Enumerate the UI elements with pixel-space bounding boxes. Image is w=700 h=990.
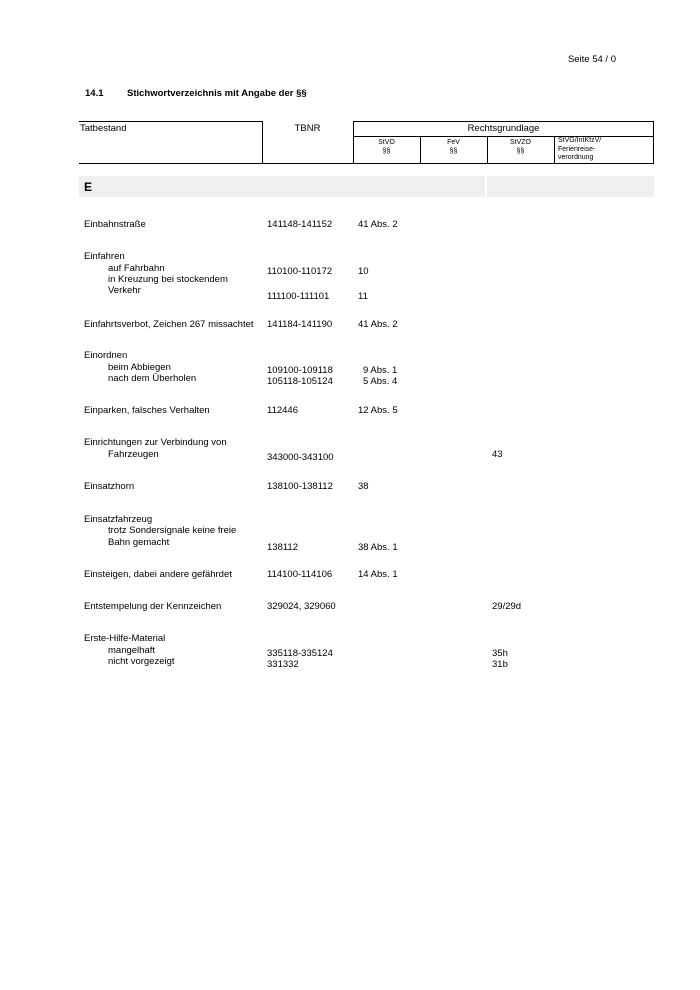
entry-tbnr: 109100-109118 [267, 365, 333, 376]
header-fev-label: FeV [447, 139, 460, 146]
entry-stvo: 38 Abs. 1 [358, 542, 398, 553]
header-divider-stvg [554, 136, 555, 164]
entry-stvo: 9 Abs. 1 [363, 365, 398, 376]
entry-subterm: nach dem Überholen [108, 373, 197, 384]
entry-stvzo: 43 [492, 449, 503, 460]
entry-subterm: Fahrzeugen [108, 449, 159, 460]
entry-term: Einfahrtsverbot, Zeichen 267 missachtet [84, 319, 254, 330]
entry-stvo: 5 Abs. 4 [363, 376, 398, 387]
entry-stvzo: 29/29d [492, 601, 522, 612]
entry-subterm: in Kreuzung bei stockendem [108, 274, 228, 285]
entry-term: Einsatzfahrzeug [84, 514, 153, 525]
entry-term: Einbahnstraße [84, 219, 146, 230]
page-number: Seite 54 / 0 [567, 54, 616, 65]
entry-subterm: Bahn gemacht [108, 537, 170, 548]
header-stvzo [487, 138, 554, 156]
table-header [79, 121, 654, 164]
entry-term: Einsteigen, dabei andere gefährdet [84, 569, 232, 580]
header-stvg [558, 137, 601, 163]
entry-tbnr: 335118-335124 [267, 648, 333, 659]
entry-tbnr: 138100-138112 [267, 481, 333, 492]
header-top-border-right [353, 121, 654, 122]
header-tatbestand: Tatbestand [80, 123, 127, 134]
entry-tbnr: 110100-110172 [267, 266, 333, 277]
entry-term: Entstempelung der Kennzeichen [84, 601, 222, 612]
header-fev [420, 138, 487, 156]
entry-term: Einfahren [84, 251, 125, 262]
entry-term: Einordnen [84, 350, 128, 361]
header-sub-border [353, 136, 654, 137]
entry-tbnr: 343000-343100 [267, 452, 334, 463]
header-rechtsgrundlage: Rechtsgrundlage [467, 123, 540, 134]
header-stvo-label: StVO [378, 139, 395, 146]
entry-tbnr: 141184-141190 [267, 319, 333, 330]
entry-subterm: auf Fahrbahn [108, 263, 165, 274]
entry-stvo: 38 [358, 481, 369, 492]
header-stvg-line1: StVG/IntKfzV/ [558, 137, 602, 144]
entry-tbnr: 105118-105124 [267, 376, 333, 387]
entry-stvo: 14 Abs. 1 [358, 569, 398, 580]
header-stvg-line2: Ferienreise- [558, 145, 596, 153]
entry-stvo: 11 [358, 291, 368, 302]
entry-tbnr: 114100-114106 [267, 569, 333, 580]
entry-subterm: trotz Sondersignale keine freie [108, 525, 237, 536]
entry-subterm: mangelhaft [108, 645, 156, 656]
section-number: 14.1 [85, 88, 104, 99]
entry-stvo: 41 Abs. 2 [358, 319, 398, 330]
entry-stvo: 12 Abs. 5 [358, 405, 398, 416]
entry-stvo: 41 Abs. 2 [358, 219, 398, 230]
entry-stvzo: 35h [492, 648, 508, 659]
index-letter: E [84, 180, 93, 194]
section-title: Stichwortverzeichnis mit Angabe der §§ [127, 88, 307, 99]
letter-band [79, 176, 654, 197]
entry-subterm: nicht vorgezeigt [108, 656, 175, 667]
entry-term: Erste-Hilfe-Material [84, 633, 166, 644]
entry-stvo: 10 [358, 266, 369, 277]
header-stvo [353, 138, 420, 156]
entry-term: Einparken, falsches Verhalten [84, 405, 210, 416]
entry-subterm: Verkehr [108, 285, 141, 296]
header-stvo-sub: §§ [382, 148, 391, 155]
section-heading [85, 88, 307, 99]
header-fev-sub: §§ [449, 148, 458, 155]
header-stvzo-sub: §§ [516, 148, 525, 155]
header-stvzo-label: StVZO [509, 139, 531, 146]
letter-band-gap [485, 176, 487, 197]
entry-term: Einrichtungen zur Verbindung von [84, 437, 227, 448]
entry-tbnr: 141148-141152 [267, 219, 333, 230]
entry-tbnr: 331332 [267, 659, 299, 670]
header-tbnr: TBNR [294, 123, 321, 134]
entry-tbnr: 111100-111101 [267, 291, 330, 302]
entry-tbnr: 112446 [267, 405, 298, 416]
entry-subterm: beim Abbiegen [108, 362, 171, 373]
entry-tbnr: 329024, 329060 [267, 601, 336, 612]
entry-stvzo: 31b [492, 659, 508, 670]
entry-term: Einsatzhorn [84, 481, 135, 492]
entry-tbnr: 138112 [267, 542, 298, 553]
header-bottom-border [79, 163, 654, 164]
header-top-border-left [79, 121, 262, 122]
header-stvg-line3: verordnung [558, 154, 594, 161]
